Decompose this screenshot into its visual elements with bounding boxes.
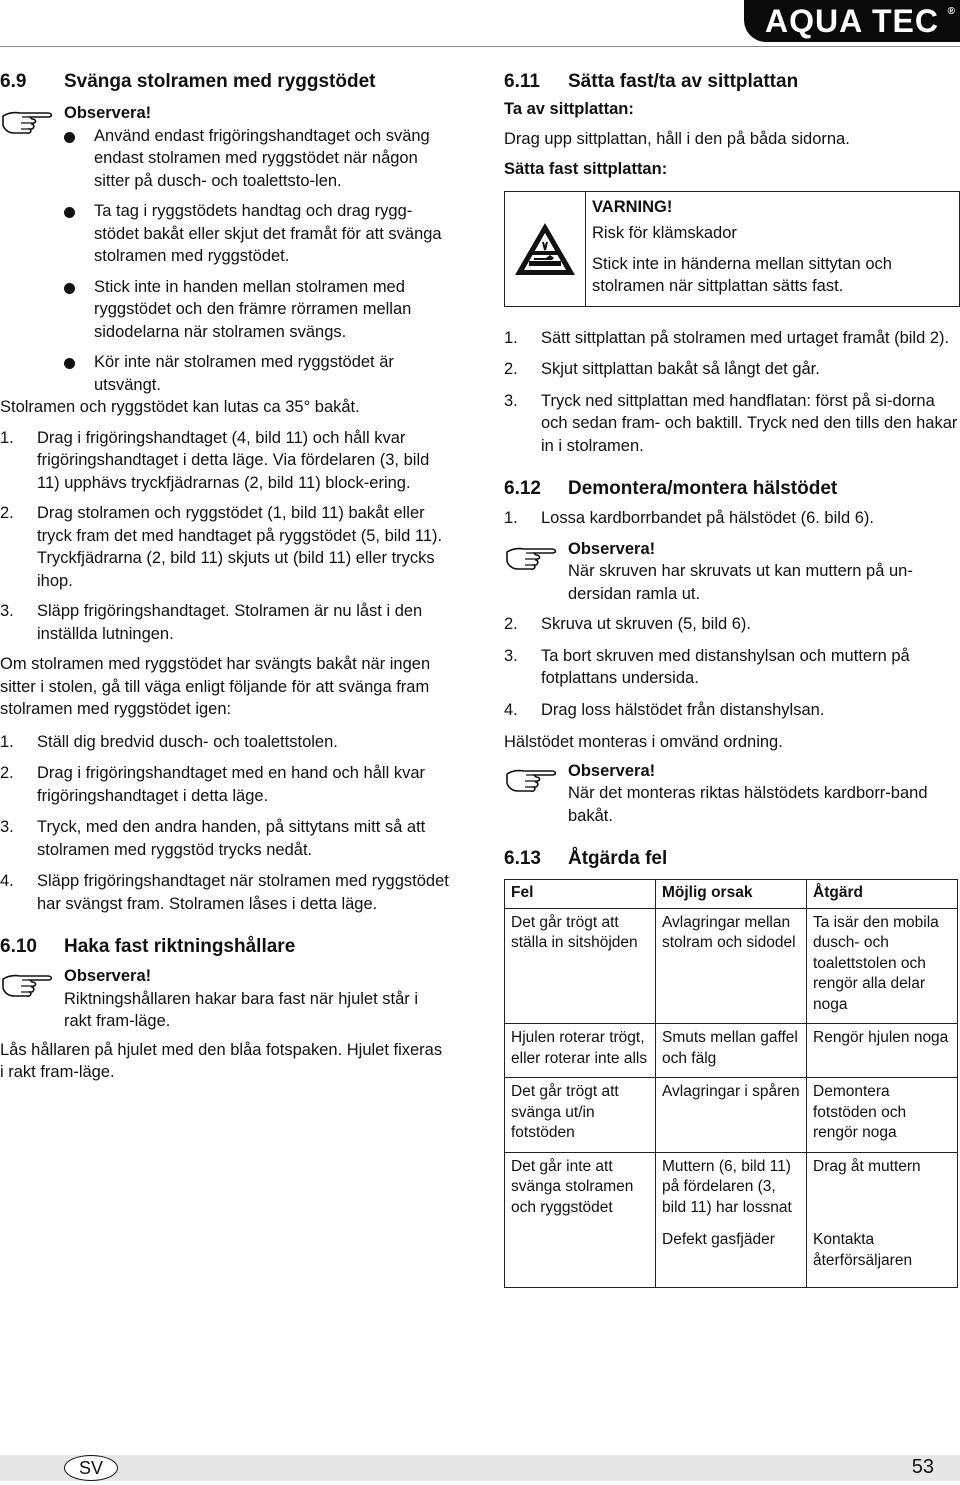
section-title: Sätta fast/ta av sittplattan — [568, 71, 799, 92]
pointing-hand-icon — [0, 967, 56, 999]
section-heading-6-12 — [504, 477, 960, 501]
warning-body: Stick inte in händerna mellan sittytan och stolramen när sittplattan sätts fast. — [592, 254, 892, 295]
paragraph: Hälstödet monteras i omvänd ordning. — [504, 733, 783, 751]
step-item: 1. Drag i frigöringshandtaget (4, bild 11) och håll kvar frigöringshandtaget i detta läge. Via fördelaren (3, bild 11) upphävs tryckfjädrarnas (2, bild 11) block-ering. — [0, 428, 430, 492]
step-list — [504, 613, 960, 721]
table-cell: Avlagringar i spåren — [656, 1078, 807, 1153]
table-cell: Drag åt muttern — [807, 1152, 958, 1226]
warning-text — [586, 192, 959, 306]
section-title: Åtgärda fel — [568, 848, 668, 869]
table-cell: Demontera fotstöden och rengör noga — [807, 1078, 958, 1153]
section-title: Svänga stolramen med ryggstödet — [64, 71, 376, 92]
left-column — [0, 70, 450, 1084]
bullet-icon — [64, 132, 75, 143]
step-item: 2. Drag i frigöringshandtaget med en hand och håll kvar frigöringshandtaget i detta läge. — [0, 764, 425, 805]
table-cell: Det går trögt att svänga ut/in fotstöden — [505, 1078, 656, 1153]
bullet-item: Kör inte när stolramen med ryggstödet är utsvängt. — [64, 351, 450, 396]
page-number: 53 — [911, 1456, 934, 1478]
paragraph: Drag upp sittplattan, håll i den på båda sidorna. — [504, 129, 850, 148]
table-cell: Avlagringar mellan stolram och sidodel — [656, 908, 807, 1024]
note-block — [0, 965, 450, 1033]
step-item: 1. Sätt sittplattan på stolramen med urtaget framåt (bild 2). — [504, 328, 950, 347]
step-item: 3. Tryck ned sittplattan med handflatan: först på si-dorna och sedan fram- och baktill. Tryck ned den tills den hakar in i stolramen. — [504, 391, 958, 455]
step-list — [504, 327, 960, 458]
table-cell: Kontakta återförsäljaren — [807, 1226, 958, 1288]
table-header-row — [505, 880, 958, 909]
subheading: Ta av sittplattan: — [504, 100, 634, 118]
step-item: 4. Släpp frigöringshandtaget när stolramen med ryggstödet har svängst fram. Stolramen låses i detta läge. — [0, 872, 449, 913]
table-cell: Rengör hjulen noga — [807, 1024, 958, 1078]
section-heading-6-13 — [504, 847, 960, 871]
table-cell: Ta isär den mobila dusch- och toalettstolen och rengör alla delar noga — [807, 908, 958, 1024]
step-item: 3. Ta bort skruven med distanshylsan och muttern på fotplattans undersida. — [504, 646, 910, 687]
note-text: När det monteras riktas hälstödets kardborr-band bakåt. — [568, 784, 928, 825]
table-cell: Muttern (6, bild 11) på fördelaren (3, bild 11) har lossnat — [656, 1152, 807, 1226]
step-item: 2. Drag stolramen och ryggstödet (1, bild 11) bakåt eller tryck fram det med handtaget på ryggstödet (5, bild 11). Tryckfjädrarna (2, bild 11) skjuts ut (bild 11) eller trycks ihop. — [0, 504, 443, 590]
warning-box — [504, 191, 960, 307]
step-item: 1. Lossa kardborrbandet på hälstödet (6. bild 6). — [504, 509, 874, 527]
language-badge: SV — [64, 1455, 118, 1481]
section-title: Demontera/montera hälstödet — [568, 478, 838, 499]
subheading: Sätta fast sittplattan: — [504, 160, 668, 178]
section-heading-6-9 — [0, 70, 450, 94]
step-item: 1. Ställ dig bredvid dusch- och toalettstolen. — [0, 732, 338, 751]
paragraph: Stolramen och ryggstödet kan lutas ca 35° bakåt. — [0, 398, 360, 416]
note-text: Riktningshållaren hakar bara fast när hjulet står i rakt fram-läge. — [64, 989, 419, 1030]
note-block — [0, 102, 450, 396]
bullet-list — [64, 125, 450, 397]
step-item: 2. Skjut sittplattan bakåt så långt det går. — [504, 360, 820, 378]
note-text: När skruven har skruvats ut kan muttern på un-dersidan ramla ut. — [568, 562, 913, 603]
registered-mark-icon: ® — [947, 6, 956, 17]
note-block — [504, 760, 960, 828]
brand-logo-text: AQUA TEC — [765, 2, 939, 39]
bullet-item: Stick inte in handen mellan stolramen med ryggstödet och den främre rörramen mellan sidodelarna när stolramen svängs. — [64, 276, 450, 344]
step-item: 3. Släpp frigöringshandtaget. Stolramen är nu låst i den inställda lutningen. — [0, 602, 423, 643]
warning-icon-cell — [505, 192, 586, 306]
table-cell: Smuts mellan gaffel och fälg — [656, 1024, 807, 1078]
section-title: Haka fast riktningshållare — [64, 936, 296, 957]
step-item: 4. Drag loss hälstödet från distanshylsan. — [504, 700, 825, 719]
header-rule — [0, 46, 960, 47]
hand-crush-warning-icon — [512, 220, 578, 278]
bullet-icon — [64, 358, 75, 369]
pointing-hand-icon — [504, 540, 560, 572]
step-item: 2. Skruva ut skruven (5, bild 6). — [504, 615, 752, 633]
note-title: Observera! — [64, 104, 152, 122]
section-number: 6.9 — [0, 71, 27, 92]
column-header: Fel — [505, 880, 656, 909]
bullet-item: Ta tag i ryggstödets handtag och drag rygg-stödet bakåt eller skjut det framåt för att svänga stolramen med ryggstödet. — [64, 200, 450, 268]
section-heading-6-10 — [0, 935, 450, 959]
bullet-item: Använd endast frigöringshandtaget och sväng endast stolramen med ryggstödet när någon sitter på dusch- och toalettsto-len. — [64, 125, 450, 193]
table-cell: Det går trögt att ställa in sitshöjden — [505, 908, 656, 1024]
note-title: Observera! — [568, 761, 656, 780]
bullet-icon — [64, 283, 75, 294]
pointing-hand-icon — [0, 104, 56, 136]
step-list — [0, 731, 450, 916]
section-number: 6.13 — [504, 848, 541, 869]
table-row — [505, 908, 958, 1024]
column-header: Möjlig orsak — [656, 880, 807, 909]
section-number: 6.11 — [504, 71, 540, 92]
brand-logo — [744, 0, 960, 42]
section-number: 6.12 — [504, 478, 541, 499]
step-list — [0, 427, 450, 646]
warning-subtitle: Risk för klämskador — [592, 224, 737, 242]
table-cell: Hjulen roterar trögt, eller roterar inte alls — [505, 1024, 656, 1078]
bullet-icon — [64, 207, 75, 218]
table-cell: Defekt gasfjäder — [656, 1226, 807, 1288]
troubleshooting-table — [504, 879, 958, 1288]
note-title: Observera! — [568, 539, 656, 558]
step-item: 3. Tryck, med den andra handen, på sittytans mitt så att stolramen med ryggstöd trycks nedåt. — [0, 818, 426, 859]
column-header: Åtgärd — [807, 880, 958, 909]
right-column — [504, 70, 960, 1288]
paragraph: Lås hållaren på hjulet med den blåa fotspaken. Hjulet fixeras i rakt fram-läge. — [0, 1040, 443, 1081]
note-block — [504, 538, 960, 606]
pointing-hand-icon — [504, 762, 560, 794]
warning-title: VARNING! — [592, 197, 673, 216]
step-list — [504, 507, 960, 530]
table-cell: Det går inte att svänga stolramen och ryggstödet — [505, 1152, 656, 1288]
section-number: 6.10 — [0, 936, 37, 957]
table-row — [505, 1024, 958, 1078]
footer-bar — [0, 1455, 960, 1481]
table-row — [505, 1152, 958, 1226]
section-heading-6-11 — [504, 70, 960, 94]
note-title: Observera! — [64, 967, 152, 985]
table-row — [505, 1078, 958, 1153]
paragraph: Om stolramen med ryggstödet har svängts bakåt när ingen sitter i stolen, gå till väga enligt följande för att svänga fram stolramen med ryggstödet igen: — [0, 655, 431, 718]
